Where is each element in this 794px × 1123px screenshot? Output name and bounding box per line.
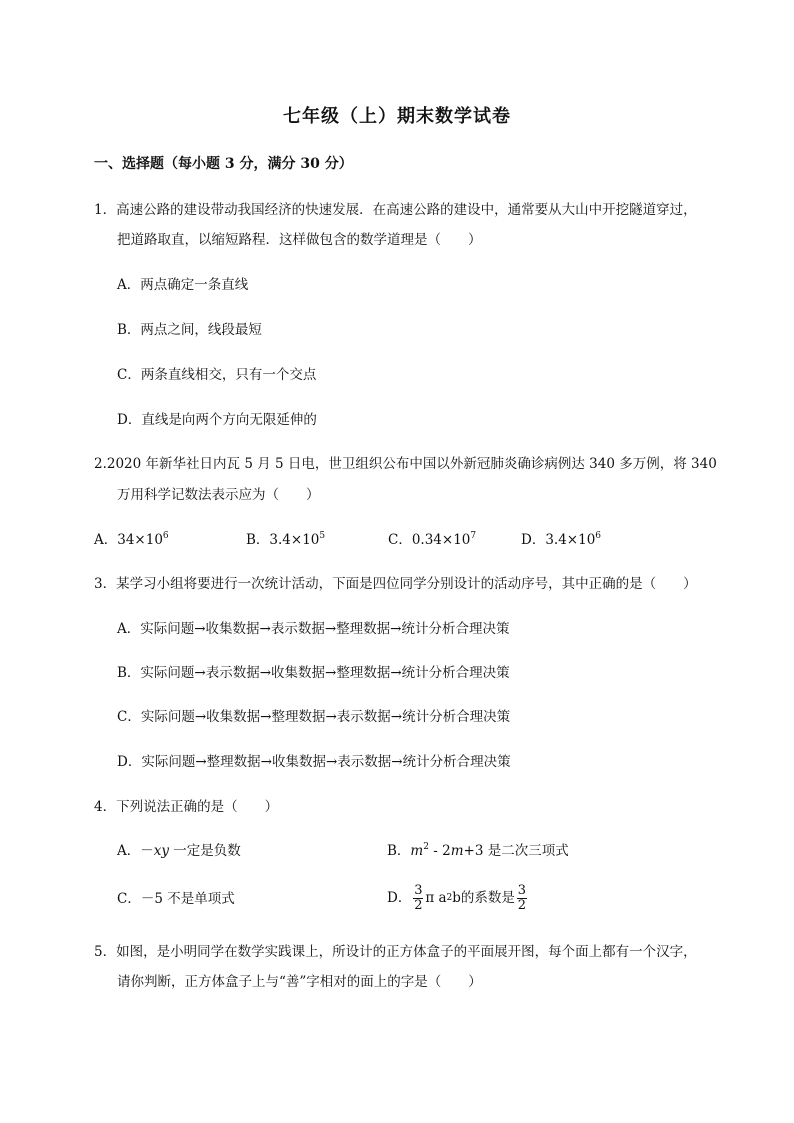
question-5-stem-cont: 请你判断，正方体盒子上与“善”字相对的面上的字是（ ）	[117, 974, 482, 990]
question-3-option-a: A．实际问题→收集数据→表示数据→整理数据→统计分析合理决策	[117, 621, 510, 637]
question-2-stem: 2.2020 年新华社日内瓦 5 月 5 日电，世卫组织公布中国以外新冠肺炎确诊病例达 340 多万例，将 340	[94, 456, 717, 472]
question-3-stem: 3．某学习小组将要进行一次统计活动，下面是四位同学分别设计的活动序号，其中正确的是（ ）	[94, 576, 697, 592]
question-4-option-d: D． $\frac{3}{2}$ π a 2 b的系数是 $\frac{3}{2}$	[387, 883, 527, 913]
question-1-stem: 1．高速公路的建设带动我国经济的快速发展．在高速公路的建设中，通常要从大山中开挖隧道穿过，	[94, 202, 697, 218]
question-1-option-b: B．两点之间，线段最短	[117, 322, 262, 338]
question-5-stem: 5．如图，是小明同学在数学实践课上，所设计的正方体盒子的平面展开图，每个面上都有一个汉字，	[94, 944, 697, 960]
fraction: $\frac{3}{2}$	[414, 883, 423, 913]
question-4-option-a: A．－xy 一定是负数	[117, 843, 241, 859]
question-2-stem-cont: 万用科学记数法表示应为（ ）	[117, 487, 320, 503]
question-3-option-b: B．实际问题→表示数据→收集数据→整理数据→统计分析合理决策	[117, 665, 510, 681]
question-4-option-c: C．－5 不是单项式	[117, 891, 235, 907]
question-4-stem: 4．下列说法正确的是（ ）	[94, 799, 279, 815]
question-3-option-d: D．实际问题→整理数据→收集数据→表示数据→统计分析合理决策	[117, 754, 511, 770]
question-1-option-a: A．两点确定一条直线	[117, 277, 249, 293]
question-1-stem-cont: 把道路取直，以缩短路程．这样做包含的数学道理是（ ）	[117, 232, 482, 248]
question-2-option-c: C．$0.34\times 10^7$	[388, 531, 477, 548]
question-4-option-b: B．$m^2 - 2m+3$ 是二次三项式	[387, 842, 569, 859]
question-2-option-a: A．$34\times 10^6$	[94, 531, 169, 548]
section-heading: 一、选择题（每小题 3 分，满分 30 分）	[94, 156, 353, 172]
question-3-option-c: C．实际问题→收集数据→整理数据→表示数据→统计分析合理决策	[117, 709, 511, 725]
fraction: $\frac{3}{2}$	[517, 883, 527, 913]
question-2-option-d: D．$3.4\times 10^6$	[521, 531, 602, 548]
question-1-option-c: C．两条直线相交，只有一个交点	[117, 367, 317, 383]
question-2-option-b: B．$3.4\times 10^5$	[246, 531, 326, 548]
page-title: 七年级（上）期末数学试卷	[283, 106, 511, 127]
question-1-option-d: D．直线是向两个方向无限延伸的	[117, 412, 317, 428]
